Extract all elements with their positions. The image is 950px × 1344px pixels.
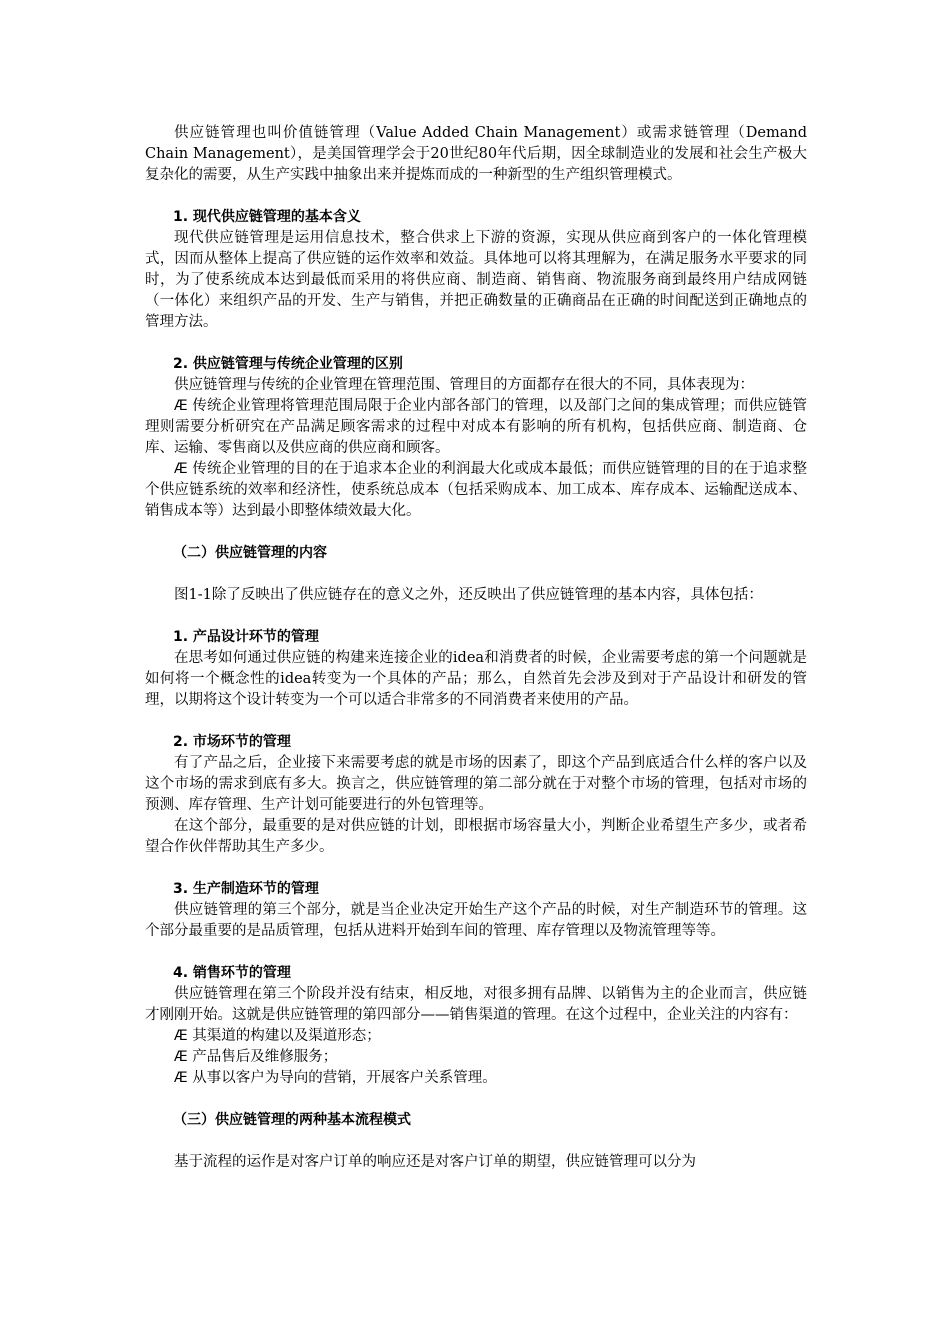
section-2-heading: 2. 供应链管理与传统企业管理的区别 [173, 356, 403, 372]
bullet-item: Æ 产品售后及维修服务； [174, 1049, 338, 1065]
section-1-paragraph: 现代供应链管理是运用信息技术，整合供求上下游的资源，实现从供应商到客户的一体化管理模式，因而从整体上提高了供应链的运作效率和效益。具体地可以将其理解为，在满足服务水平要求的同时，为了使系统成本达到最低而采用的将供应商、制造商、销售商、物流服务商到最终用户结成网链（一体化）来组织产品的开发、生产与销售，并把正确数量的正确商品在正确的时间配送到正确地点的管理方法。 [145, 230, 807, 330]
product-design-paragraph: 在思考如何通过供应链的构建来连接企业的idea和消费者的时候，企业需要考虑的第一个问题就是如何将一个概念性的idea转变为一个具体的产品；那么，自然首先会涉及到对于产品设计和研发的管理，以期将这个设计转变为一个可以适合非常多的不同消费者来使用的产品。 [145, 650, 807, 708]
bullet-item: Æ 其渠道的构建以及渠道形态； [174, 1028, 381, 1044]
intro-paragraph: 供应链管理也叫价值链管理（Value Added Chain Management）或需求链管理（Demand Chain Management），是美国管理学会于20世纪80年代后期，因全球制造业的发展和社会生产极大复杂化的需要，从生产实践中抽象出来并提炼而成的一种新型的生产组织管理模式。 [145, 125, 807, 183]
market-paragraph-2: 在这个部分，最重要的是对供应链的计划，即根据市场容量大小，判断企业希望生产多少，或者希望合作伙伴帮助其生产多少。 [145, 818, 807, 855]
bullet-item: Æ 传统企业管理将管理范围局限于企业内部各部门的管理，以及部门之间的集成管理；而供应链管理则需要分析研究在产品满足顾客需求的过程中对成本有影响的所有机构，包括供应商、制造商、仓库、运输、零售商以及供应商的供应商和顾客。 [145, 398, 807, 456]
section-1-heading: 1. 现代供应链管理的基本含义 [173, 209, 361, 225]
bullet-item: Æ 传统企业管理的目的在于追求本企业的利润最大化或成本最低；而供应链管理的目的在于追求整个供应链系统的效率和经济性，使系统总成本（包括采购成本、加工成本、库存成本、运输配送成本、销售成本等）达到最小即整体绩效最大化。 [145, 461, 807, 519]
section-2-paragraph: 供应链管理与传统的企业管理在管理范围、管理目的方面都存在很大的不同，具体表现为： [174, 377, 754, 393]
manufacturing-paragraph: 供应链管理的第三个部分，就是当企业决定开始生产这个产品的时候，对生产制造环节的管理。这个部分最重要的是品质管理，包括从进料开始到车间的管理、库存管理以及物流管理等等。 [145, 902, 807, 939]
bullet-symbol: Æ [174, 1028, 188, 1044]
part-3-heading: （三）供应链管理的两种基本流程模式 [173, 1112, 411, 1128]
part-2-heading: （二）供应链管理的内容 [173, 545, 327, 561]
market-heading: 2. 市场环节的管理 [173, 734, 291, 750]
sales-heading: 4. 销售环节的管理 [173, 965, 291, 981]
bullet-item: Æ 从事以客户为导向的营销，开展客户关系管理。 [174, 1070, 497, 1086]
bullet-symbol: Æ [174, 398, 188, 414]
document-page [145, 123, 807, 1173]
bullet-symbol: Æ [174, 1070, 188, 1086]
manufacturing-heading: 3. 生产制造环节的管理 [173, 881, 319, 897]
product-design-heading: 1. 产品设计环节的管理 [173, 629, 319, 645]
bullet-symbol: Æ [174, 1049, 188, 1065]
part-3-paragraph: 基于流程的运作是对客户订单的响应还是对客户订单的期望，供应链管理可以分为 [174, 1154, 696, 1170]
market-paragraph-1: 有了产品之后，企业接下来需要考虑的就是市场的因素了，即这个产品到底适合什么样的客户以及这个市场的需求到底有多大。换言之，供应链管理的第二部分就在于对整个市场的管理，包括对市场的预测、库存管理、生产计划可能要进行的外包管理等。 [145, 755, 807, 813]
sales-paragraph: 供应链管理在第三个阶段并没有结束，相反地，对很多拥有品牌、以销售为主的企业而言，供应链才刚刚开始。这就是供应链管理的第四部分——销售渠道的管理。在这个过程中，企业关注的内容有： [145, 986, 807, 1023]
bullet-symbol: Æ [174, 461, 188, 477]
part-2-paragraph: 图1-1除了反映出了供应链存在的意义之外，还反映出了供应链管理的基本内容，具体包括： [174, 587, 763, 603]
